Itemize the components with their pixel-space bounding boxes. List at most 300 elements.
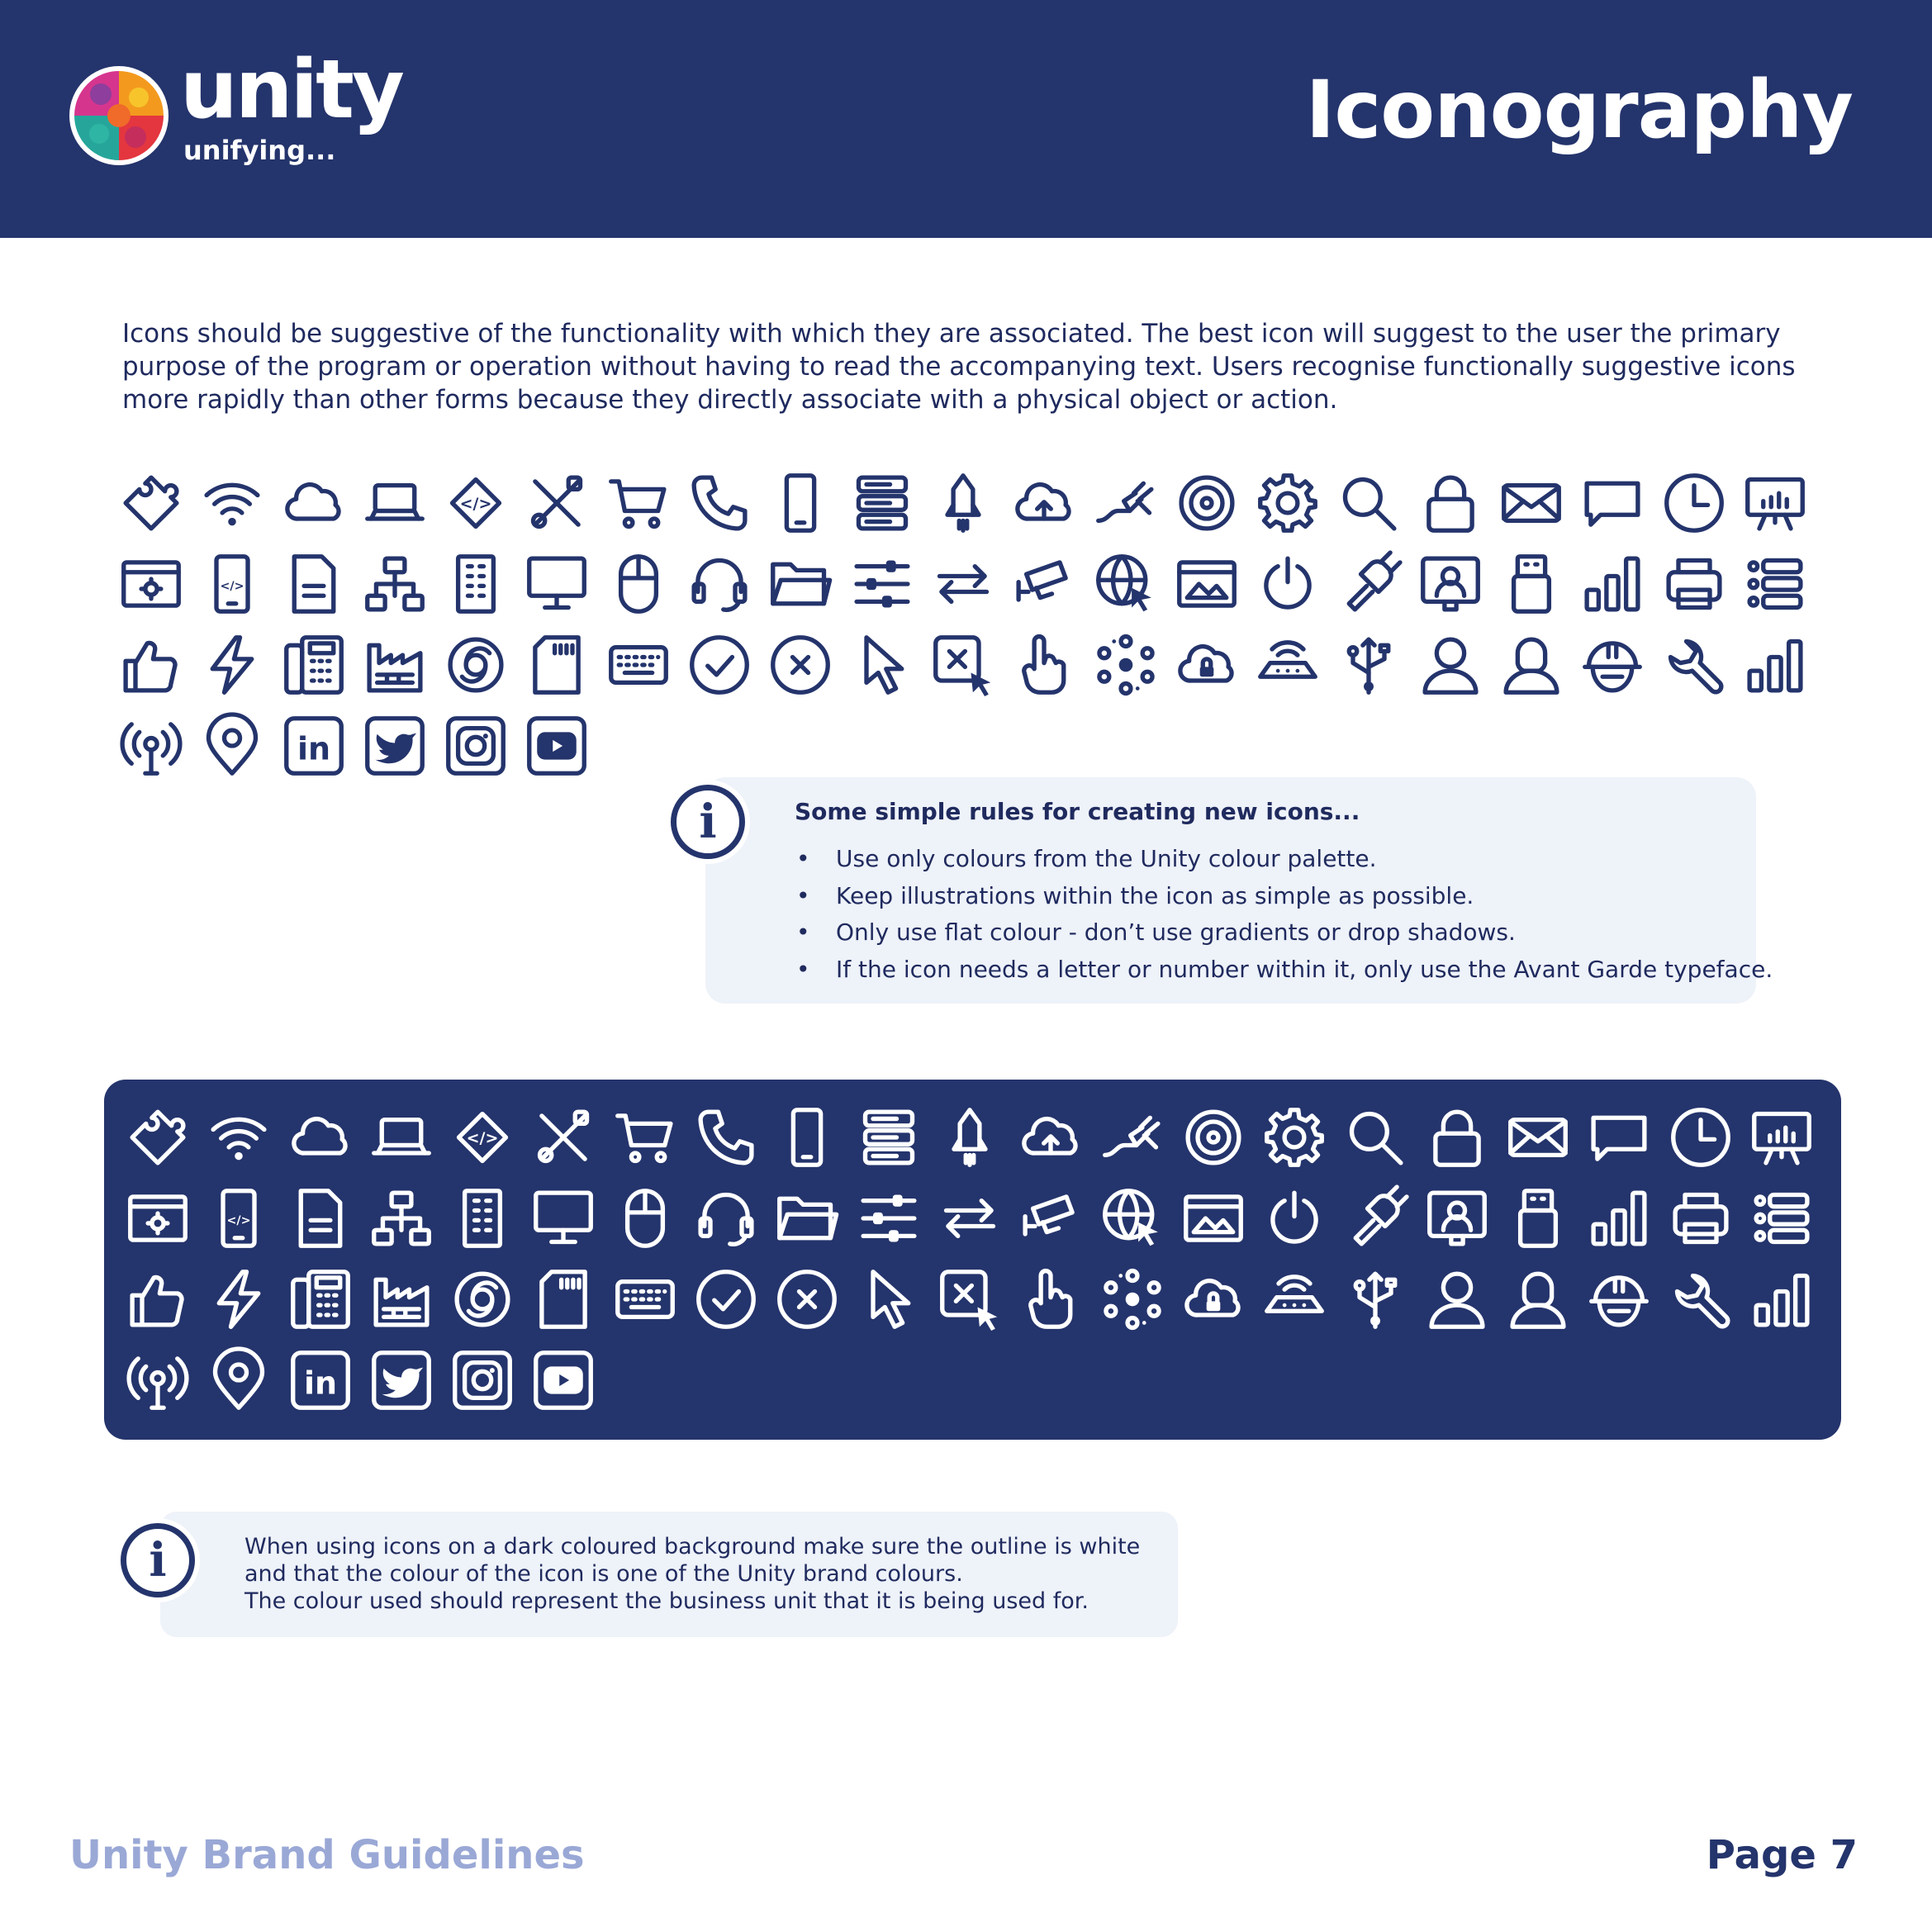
- user-screen-icon-glyph: [1426, 1187, 1488, 1250]
- lock-icon: [1417, 1097, 1498, 1178]
- usb-symbol-icon: [1335, 1259, 1416, 1340]
- hard-hat-icon-glyph: [1581, 634, 1644, 696]
- wifi-icon: [198, 1097, 279, 1178]
- hard-hat-icon-glyph: [1588, 1268, 1650, 1331]
- keyboard-icon-glyph: [614, 1268, 676, 1331]
- hard-hat-icon: [1578, 1259, 1659, 1340]
- router-icon-glyph: [1256, 634, 1319, 696]
- rocket-icon: [929, 1097, 1010, 1178]
- clock-icon-glyph: [1669, 1106, 1732, 1169]
- svg-text:</>: </>: [220, 580, 244, 594]
- location-pin-icon: [198, 1340, 279, 1421]
- cart-icon-glyph: [614, 1106, 676, 1169]
- presentation-icon-glyph: [1750, 1106, 1813, 1169]
- svg-text:</>: </>: [459, 495, 492, 514]
- bar-chart-small-icon-glyph: [1750, 1268, 1813, 1331]
- cart-icon-glyph: [607, 472, 670, 534]
- rules-list: [795, 841, 1773, 988]
- youtube-icon: [516, 705, 597, 786]
- printer-icon: [1660, 1178, 1741, 1259]
- cloud-icon-glyph: [289, 1106, 352, 1169]
- aperture-icon-glyph: [444, 634, 507, 696]
- gear-icon-glyph: [1256, 472, 1319, 534]
- fax-icon-glyph: [282, 634, 345, 696]
- document-icon-glyph: [282, 553, 345, 615]
- plug-icon-glyph: [1337, 553, 1400, 615]
- note-line: The colour used should represent the business unit that it is being used for.: [244, 1588, 1089, 1614]
- twitter-icon-glyph: [363, 714, 426, 777]
- footer-brand-guidelines: Unity Brand Guidelines: [69, 1832, 585, 1878]
- cloud-icon: [280, 1097, 361, 1178]
- network-icon: [361, 1178, 442, 1259]
- mobile-code-icon: [192, 544, 273, 624]
- checklist-icon-glyph: [1750, 1187, 1813, 1250]
- puzzle-piece-icon: [117, 1097, 198, 1178]
- linkedin-icon: [280, 1340, 361, 1421]
- checklist-icon: [1741, 1178, 1822, 1259]
- monitor-icon-glyph: [525, 553, 588, 615]
- user-female-icon-glyph: [1507, 1268, 1569, 1331]
- sd-card-icon-glyph: [525, 634, 588, 696]
- location-pin-icon: [192, 705, 273, 786]
- image-window-icon-glyph: [1182, 1187, 1245, 1250]
- search-icon-glyph: [1337, 472, 1400, 534]
- folder-icon-glyph: [769, 553, 832, 615]
- cctv-icon: [1004, 544, 1085, 624]
- search-icon: [1335, 1097, 1416, 1178]
- antenna-icon-glyph: [120, 714, 183, 777]
- monitor-icon: [523, 1178, 604, 1259]
- check-circle-icon: [679, 624, 760, 705]
- power-icon-glyph: [1263, 1187, 1326, 1250]
- clock-icon: [1654, 463, 1735, 544]
- phone-icon: [686, 1097, 767, 1178]
- browser-settings-icon-glyph: [120, 553, 183, 615]
- thumbs-up-icon: [111, 624, 192, 705]
- cursor-icon-glyph: [857, 1268, 920, 1331]
- cross-circle-icon: [767, 1259, 847, 1340]
- instagram-icon: [442, 1340, 523, 1421]
- check-circle-icon-glyph: [688, 634, 751, 696]
- header-bar: [0, 0, 1932, 238]
- mobile-icon: [767, 1097, 847, 1178]
- rocket-icon-glyph: [932, 472, 994, 534]
- factory-icon-glyph: [370, 1268, 433, 1331]
- browser-settings-icon: [111, 544, 192, 624]
- phone-icon: [679, 463, 760, 544]
- laptop-icon-glyph: [363, 472, 426, 534]
- plug-cable-icon-glyph: [1094, 472, 1157, 534]
- hand-pointer-icon: [1004, 624, 1085, 705]
- molecule-icon-glyph: [1101, 1268, 1164, 1331]
- hard-hat-icon: [1572, 624, 1653, 705]
- lightning-icon-glyph: [201, 634, 263, 696]
- aperture-icon-glyph: [451, 1268, 514, 1331]
- search-icon: [1328, 463, 1409, 544]
- power-icon-glyph: [1256, 553, 1319, 615]
- browser-settings-icon: [117, 1178, 198, 1259]
- cctv-icon: [1010, 1178, 1091, 1259]
- youtube-icon-glyph: [532, 1349, 595, 1412]
- usb-symbol-icon-glyph: [1337, 634, 1400, 696]
- rule-item: • If the icon needs a letter or number within it, only use the Avant Garde typeface.: [795, 952, 1773, 989]
- user-screen-icon: [1417, 1178, 1498, 1259]
- linkedin-icon: [273, 705, 354, 786]
- check-circle-icon: [686, 1259, 767, 1340]
- mail-icon: [1491, 463, 1572, 544]
- keyboard-icon-glyph: [607, 634, 670, 696]
- disc-icon-glyph: [1175, 472, 1238, 534]
- mobile-icon: [760, 463, 841, 544]
- mobile-code-icon-glyph: [207, 1187, 270, 1250]
- folder-icon: [760, 544, 841, 624]
- bar-chart-small-icon-glyph: [1744, 634, 1806, 696]
- bar-chart-small-icon: [1735, 624, 1816, 705]
- bar-chart-icon-glyph: [1588, 1187, 1650, 1250]
- page-title: Iconography: [1305, 64, 1853, 156]
- headset-icon-glyph: [688, 553, 751, 615]
- globe-cursor-icon-glyph: [1101, 1187, 1164, 1250]
- power-icon: [1254, 1178, 1335, 1259]
- aperture-icon: [442, 1259, 523, 1340]
- rule-item: • Use only colours from the Unity colour palette.: [795, 841, 1773, 878]
- factory-icon: [361, 1259, 442, 1340]
- hand-pointer-icon-glyph: [1019, 1268, 1082, 1331]
- mouse-icon-glyph: [614, 1187, 676, 1250]
- antenna-icon: [117, 1340, 198, 1421]
- mobile-code-icon: [198, 1178, 279, 1259]
- plug-cable-icon: [1085, 463, 1166, 544]
- disc-icon: [1166, 463, 1247, 544]
- svg-text:</>: </>: [226, 1214, 251, 1228]
- thumbs-up-icon-glyph: [120, 634, 183, 696]
- building-icon: [442, 1178, 523, 1259]
- arrows-swap-icon-glyph: [938, 1187, 1001, 1250]
- plug-icon-glyph: [1344, 1187, 1407, 1250]
- user-screen-icon-glyph: [1419, 553, 1482, 615]
- printer-icon: [1654, 544, 1735, 624]
- info-icon: i: [116, 1518, 200, 1602]
- cloud-upload-icon: [1004, 463, 1085, 544]
- mouse-icon-glyph: [607, 553, 670, 615]
- mouse-icon: [598, 544, 679, 624]
- check-circle-icon-glyph: [695, 1268, 757, 1331]
- wrench-icon: [1654, 624, 1735, 705]
- user-female-icon-glyph: [1500, 634, 1563, 696]
- user-male-icon: [1410, 624, 1491, 705]
- lightning-icon: [192, 624, 273, 705]
- gear-icon: [1247, 463, 1328, 544]
- rocket-icon-glyph: [938, 1106, 1001, 1169]
- cross-circle-icon: [760, 624, 841, 705]
- usb-symbol-icon-glyph: [1344, 1268, 1407, 1331]
- mobile-code-icon-glyph: [201, 553, 263, 615]
- aperture-icon: [435, 624, 516, 705]
- gear-icon: [1254, 1097, 1335, 1178]
- building-icon-glyph: [444, 553, 507, 615]
- chat-icon: [1578, 1097, 1659, 1178]
- folder-icon: [767, 1178, 847, 1259]
- globe-cursor-icon: [1092, 1178, 1173, 1259]
- headset-icon: [679, 544, 760, 624]
- factory-icon-glyph: [363, 634, 426, 696]
- puzzle-piece-icon: [111, 463, 192, 544]
- cloud-upload-icon: [1010, 1097, 1091, 1178]
- keyboard-icon: [598, 624, 679, 705]
- fax-icon: [273, 624, 354, 705]
- note-line: and that the colour of the icon is one of the Unity brand colours.: [244, 1561, 963, 1587]
- plug-cable-icon-glyph: [1101, 1106, 1164, 1169]
- instagram-icon-glyph: [444, 714, 507, 777]
- presentation-icon: [1741, 1097, 1822, 1178]
- wifi-icon: [192, 463, 273, 544]
- checklist-icon-glyph: [1744, 553, 1806, 615]
- cctv-icon-glyph: [1019, 1187, 1082, 1250]
- lightning-icon-glyph: [207, 1268, 270, 1331]
- printer-icon-glyph: [1669, 1187, 1732, 1250]
- code-icon: [442, 1097, 523, 1178]
- cloud-lock-icon: [1173, 1259, 1254, 1340]
- mobile-icon-glyph: [776, 1106, 838, 1169]
- tools-icon-glyph: [525, 472, 588, 534]
- monitor-icon-glyph: [532, 1187, 595, 1250]
- arrows-swap-icon: [923, 544, 1004, 624]
- tools-icon: [516, 463, 597, 544]
- select-box-icon-glyph: [938, 1268, 1001, 1331]
- molecule-icon: [1085, 624, 1166, 705]
- plug-icon: [1335, 1178, 1416, 1259]
- usb-drive-icon: [1491, 544, 1572, 624]
- cctv-icon-glyph: [1013, 553, 1075, 615]
- fax-icon: [280, 1259, 361, 1340]
- user-male-icon-glyph: [1426, 1268, 1488, 1331]
- mail-icon-glyph: [1500, 472, 1563, 534]
- tools-icon-glyph: [532, 1106, 595, 1169]
- server-icon: [842, 463, 923, 544]
- bar-chart-small-icon: [1741, 1259, 1822, 1340]
- antenna-icon: [111, 705, 192, 786]
- network-icon: [354, 544, 435, 624]
- cursor-icon-glyph: [851, 634, 914, 696]
- instagram-icon: [435, 705, 516, 786]
- factory-icon: [354, 624, 435, 705]
- cloud-icon-glyph: [282, 472, 345, 534]
- bar-chart-icon: [1572, 544, 1653, 624]
- disc-icon-glyph: [1182, 1106, 1245, 1169]
- image-window-icon-glyph: [1175, 553, 1238, 615]
- cross-circle-icon-glyph: [776, 1268, 838, 1331]
- user-female-icon: [1491, 624, 1572, 705]
- sliders-icon: [848, 1178, 929, 1259]
- code-icon-glyph: [451, 1106, 514, 1169]
- globe-puzzle-logo-icon: [68, 64, 170, 167]
- bar-chart-icon-glyph: [1581, 553, 1644, 615]
- lock-icon-glyph: [1419, 472, 1482, 534]
- user-screen-icon: [1410, 544, 1491, 624]
- youtube-icon-glyph: [525, 714, 588, 777]
- location-pin-icon-glyph: [201, 714, 263, 777]
- cursor-icon: [848, 1259, 929, 1340]
- select-box-icon-glyph: [932, 634, 994, 696]
- location-pin-icon-glyph: [207, 1349, 270, 1412]
- building-icon: [435, 544, 516, 624]
- gear-icon-glyph: [1263, 1106, 1326, 1169]
- sliders-icon-glyph: [851, 553, 914, 615]
- document-icon: [280, 1178, 361, 1259]
- cloud-lock-icon-glyph: [1182, 1268, 1245, 1331]
- laptop-icon: [361, 1097, 442, 1178]
- globe-cursor-icon-glyph: [1094, 553, 1157, 615]
- cloud-icon: [273, 463, 354, 544]
- presentation-icon-glyph: [1744, 472, 1806, 534]
- cart-icon: [598, 463, 679, 544]
- image-window-icon: [1173, 1178, 1254, 1259]
- clock-icon: [1660, 1097, 1741, 1178]
- thumbs-up-icon-glyph: [126, 1268, 189, 1331]
- fax-icon-glyph: [289, 1268, 352, 1331]
- twitter-icon: [361, 1340, 442, 1421]
- usb-drive-icon: [1498, 1178, 1578, 1259]
- cloud-upload-icon-glyph: [1013, 472, 1075, 534]
- network-icon-glyph: [363, 553, 426, 615]
- thumbs-up-icon: [117, 1259, 198, 1340]
- logo-wordmark: unity: [180, 43, 402, 137]
- mobile-icon-glyph: [769, 472, 832, 534]
- rocket-icon: [923, 463, 1004, 544]
- chat-icon-glyph: [1581, 472, 1644, 534]
- info-icon: i: [666, 780, 750, 864]
- headset-icon-glyph: [695, 1187, 757, 1250]
- select-box-icon: [923, 624, 1004, 705]
- svg-text:in: in: [297, 730, 330, 767]
- puzzle-piece-icon-glyph: [120, 472, 183, 534]
- rule-item: • Only use flat colour - don’t use gradients or drop shadows.: [795, 914, 1773, 952]
- sliders-icon: [842, 544, 923, 624]
- twitter-icon-glyph: [370, 1349, 433, 1412]
- checklist-icon: [1735, 544, 1816, 624]
- keyboard-icon: [605, 1259, 686, 1340]
- browser-settings-icon-glyph: [126, 1187, 189, 1250]
- wifi-icon-glyph: [201, 472, 263, 534]
- wrench-icon-glyph: [1663, 634, 1726, 696]
- laptop-icon: [354, 463, 435, 544]
- server-icon-glyph: [857, 1106, 920, 1169]
- clock-icon-glyph: [1663, 472, 1726, 534]
- sd-card-icon-glyph: [532, 1268, 595, 1331]
- sd-card-icon: [523, 1259, 604, 1340]
- sliders-icon-glyph: [857, 1187, 920, 1250]
- globe-cursor-icon: [1085, 544, 1166, 624]
- lock-icon: [1410, 463, 1491, 544]
- document-icon-glyph: [289, 1187, 352, 1250]
- molecule-icon: [1092, 1259, 1173, 1340]
- user-male-icon-glyph: [1419, 634, 1482, 696]
- linkedin-icon-glyph: [282, 714, 345, 777]
- logo-tagline: unifying...: [183, 135, 336, 166]
- svg-text:in: in: [303, 1365, 337, 1402]
- network-icon-glyph: [370, 1187, 433, 1250]
- server-icon: [848, 1097, 929, 1178]
- router-icon: [1254, 1259, 1335, 1340]
- phone-icon-glyph: [688, 472, 751, 534]
- building-icon-glyph: [451, 1187, 514, 1250]
- presentation-icon: [1735, 463, 1816, 544]
- rule-item: • Keep illustrations within the icon as simple as possible.: [795, 878, 1773, 915]
- icon-grid-light: [111, 463, 1816, 786]
- tools-icon: [523, 1097, 604, 1178]
- router-icon-glyph: [1263, 1268, 1326, 1331]
- cloud-lock-icon-glyph: [1175, 634, 1238, 696]
- usb-symbol-icon: [1328, 624, 1409, 705]
- disc-icon: [1173, 1097, 1254, 1178]
- twitter-icon: [354, 705, 435, 786]
- server-icon-glyph: [851, 472, 914, 534]
- monitor-icon: [516, 544, 597, 624]
- cursor-icon: [842, 624, 923, 705]
- code-icon: [435, 463, 516, 544]
- code-icon-glyph: [444, 472, 507, 534]
- hand-pointer-icon-glyph: [1013, 634, 1075, 696]
- plug-icon: [1328, 544, 1409, 624]
- select-box-icon: [929, 1259, 1010, 1340]
- sd-card-icon: [516, 624, 597, 705]
- linkedin-icon-glyph: [289, 1349, 352, 1412]
- laptop-icon-glyph: [370, 1106, 433, 1169]
- user-male-icon: [1417, 1259, 1498, 1340]
- chat-icon-glyph: [1588, 1106, 1650, 1169]
- router-icon: [1247, 624, 1328, 705]
- power-icon: [1247, 544, 1328, 624]
- search-icon-glyph: [1344, 1106, 1407, 1169]
- user-female-icon: [1498, 1259, 1578, 1340]
- note-text: [244, 1533, 1170, 1615]
- wifi-icon-glyph: [207, 1106, 270, 1169]
- lock-icon-glyph: [1426, 1106, 1488, 1169]
- note-line: When using icons on a dark coloured background make sure the outline is white: [244, 1534, 1141, 1559]
- usb-drive-icon-glyph: [1500, 553, 1563, 615]
- chat-icon: [1572, 463, 1653, 544]
- plug-cable-icon: [1092, 1097, 1173, 1178]
- image-window-icon: [1166, 544, 1247, 624]
- mouse-icon: [605, 1178, 686, 1259]
- arrows-swap-icon: [929, 1178, 1010, 1259]
- cloud-upload-icon-glyph: [1019, 1106, 1082, 1169]
- mail-icon: [1498, 1097, 1578, 1178]
- arrows-swap-icon-glyph: [932, 553, 994, 615]
- icon-grid-dark: [117, 1097, 1822, 1421]
- instagram-icon-glyph: [451, 1349, 514, 1412]
- svg-text:</>: </>: [466, 1129, 499, 1148]
- cross-circle-icon-glyph: [769, 634, 832, 696]
- antenna-icon-glyph: [126, 1349, 189, 1412]
- page-number: Page 7: [1706, 1832, 1858, 1878]
- printer-icon-glyph: [1663, 553, 1726, 615]
- intro-paragraph: Icons should be suggestive of the functionality with which they are associated. The best icon will suggest to the user the primary purpose of the program or operation without having to read the accompanying text. Users recognise functionally suggestive icons more rapidly than other forms because they directly associate with a physical object or action.: [122, 319, 1796, 415]
- unity-logo[interactable]: [68, 43, 402, 177]
- wrench-icon-glyph: [1669, 1268, 1732, 1331]
- cloud-lock-icon: [1166, 624, 1247, 705]
- rules-title: Some simple rules for creating new icons...: [795, 798, 1360, 825]
- puzzle-piece-icon-glyph: [126, 1106, 189, 1169]
- phone-icon-glyph: [695, 1106, 757, 1169]
- hand-pointer-icon: [1010, 1259, 1091, 1340]
- usb-drive-icon-glyph: [1507, 1187, 1569, 1250]
- folder-icon-glyph: [776, 1187, 838, 1250]
- bar-chart-icon: [1578, 1178, 1659, 1259]
- molecule-icon-glyph: [1094, 634, 1157, 696]
- headset-icon: [686, 1178, 767, 1259]
- wrench-icon: [1660, 1259, 1741, 1340]
